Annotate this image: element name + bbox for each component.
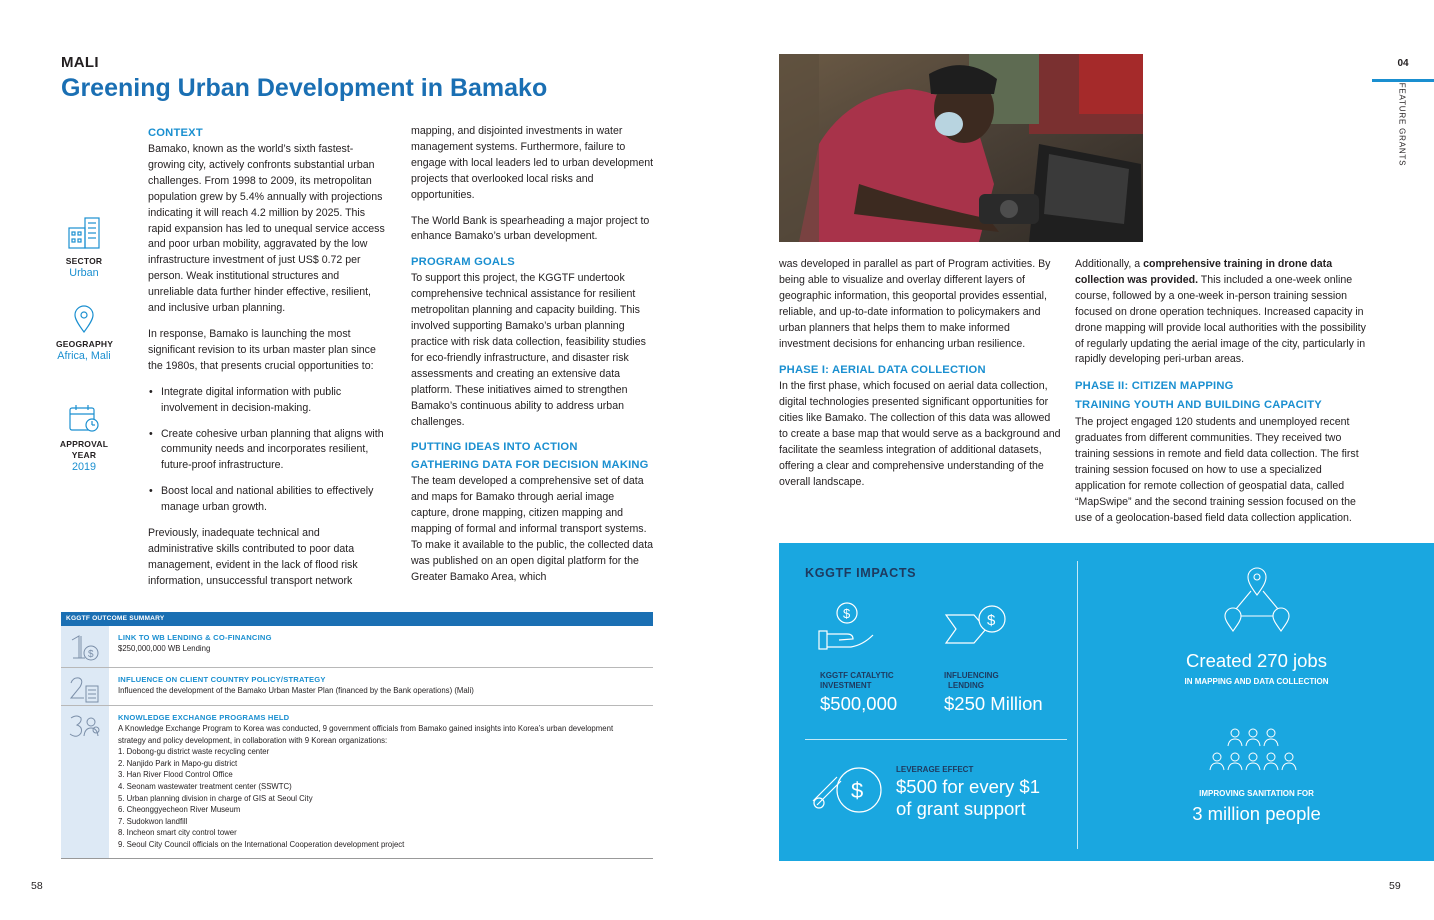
summary-row-title: LINK TO WB LENDING & CO-FINANCING: [118, 633, 272, 642]
bullet-item: • Boost local and national abilities to effectively manage urban growth.: [148, 484, 386, 516]
bullet-list: [148, 385, 386, 516]
paragraph: In the first phase, which focused on aerial data collection, digital technologies presented significant opportunities for cities like Bamako. The collection of this data was allowed to create a base map that would serve as a background and facilitate the seamless integration of additional datasets, offering a clear and comprehensive understanding of the overall landscape.: [779, 380, 1061, 488]
leverage-value-line: of grant support: [896, 798, 1026, 819]
paragraph: The project engaged 120 students and unemployed recent graduates from different communities. They received two training sessions in remote and field data collection. The first training session focused on how to use a specialized application for remote collection of geospatial data, called “MapSwipe” and the second training session focused on the use of a geolocation-based field data collection application.: [1075, 416, 1359, 524]
arrow-dollar-icon: [944, 603, 1010, 655]
country-label: MALI: [61, 54, 99, 71]
number-3-people-icon: [67, 712, 103, 744]
section-subheading: GATHERING DATA FOR DECISION MAKING: [411, 459, 649, 472]
catalytic-value: $500,000: [820, 693, 898, 714]
meta-label: GEOGRAPHY: [56, 339, 114, 349]
svg-text:$: $: [843, 606, 851, 621]
column-context: [148, 124, 386, 590]
summary-list-item: 3. Han River Flood Control Office: [118, 770, 233, 780]
catalytic-label-line: KGGTF CATALYTIC: [820, 671, 894, 680]
summary-row: [61, 626, 653, 668]
summary-row-text: [118, 723, 638, 851]
drone-photo: [779, 54, 1143, 242]
paragraph: [1075, 257, 1367, 368]
impacts-title: KGGTF IMPACTS: [805, 566, 917, 580]
chapter-label-text: FEATURE GRANTS: [1397, 82, 1407, 167]
leverage-label: LEVERAGE EFFECT: [896, 765, 974, 774]
paragraph: was developed in parallel as part of Program activities. By being able to visualize and overlay different layers of geographic information, this geoportal provides essential, reliable, and up-to-date information to policymakers and urban planners that helps them to make informed investment decisions for enhancing urban resilience.: [779, 258, 1051, 350]
influencing-label-line: LENDING: [948, 681, 984, 690]
meta-value: Africa, Mali: [57, 350, 111, 362]
chapter-label: [1390, 84, 1414, 168]
summary-list-item: 2. Nanjido Park in Mapo-gu district: [118, 758, 238, 768]
summary-intro: A Knowledge Exchange Program to Korea was conducted, 9 government officials from Bamako gained insights into Korea’s urban development strategy and policy development, in collaboration with 9 Korean organizations:: [118, 724, 614, 745]
summary-list-item: 8. Incheon smart city control tower: [118, 828, 237, 838]
summary-row-title: INFLUENCE ON CLIENT COUNTRY POLICY/STRATEGY: [118, 675, 326, 684]
paragraph: To support this project, the KGGTF undertook comprehensive technical assistance for resilient metropolitan planning and capacity building. This involved supporting Bamako’s urban planning practice with risk data collection, feasibility studies for eco-friendly infrastructure, and disaster risk assessments and creating an extensive data platform. These initiatives aimed to strengthen Bamako’s continuous ability to address urban challenges.: [411, 272, 646, 428]
location-network-icon: [1219, 565, 1295, 635]
number-2-document-icon: [67, 674, 103, 706]
section-heading: PHASE II: CITIZEN MAPPING: [1075, 380, 1234, 393]
column-phase2: [1075, 257, 1367, 527]
summary-list-item: 5. Urban planning division in charge of GIS at Seoul City: [118, 793, 313, 803]
jobs-value: Created 270 jobs: [1186, 650, 1327, 671]
summary-header: KGGTF OUTCOME SUMMARY: [61, 612, 653, 626]
leverage-value-line: $500 for every $1: [896, 776, 1040, 797]
geography-meta: [56, 305, 112, 363]
meta-value: 2019: [71, 461, 97, 473]
divider: [805, 739, 1067, 740]
paragraph: The World Bank is spearheading a major project to enhance Bamako’s urban development.: [411, 214, 650, 243]
section-heading: PUTTING IDEAS INTO ACTION: [411, 441, 578, 454]
paragraph: The team developed a comprehensive set of data and maps for Bamako through aerial image capture, drone mapping, citizen mapping and mapping of formal and informal transport systems. To make it available to the public, the collected data was published on an open digital platform for the Greater Bamako Area, which: [411, 475, 654, 583]
sanitation-value: 3 million people: [1192, 803, 1321, 824]
svg-text:$: $: [987, 612, 996, 629]
catalytic-label-line: INVESTMENT: [820, 681, 872, 690]
section-heading: PROGRAM GOALS: [411, 256, 515, 269]
people-group-icon: [1207, 727, 1307, 783]
summary-row-title: KNOWLEDGE EXCHANGE PROGRAMS HELD: [118, 713, 290, 722]
bullet-item: • Create cohesive urban planning that aligns with community needs and incorporates resilient, future-proof infrastructure.: [148, 427, 386, 475]
meta-label: SECTOR: [65, 256, 103, 266]
column-phase1: [779, 257, 1061, 491]
leverage-value: [896, 776, 1040, 820]
building-icon: [67, 216, 101, 250]
paragraph: Previously, inadequate technical and administrative skills contributed to poor data management, evident in the lack of flood risk information, unsuccessful transport network: [148, 527, 358, 587]
catalytic-label: [820, 671, 894, 691]
jobs-block: [1079, 650, 1434, 687]
paragraph-bold: comprehensive training in drone data collection was provided.: [1075, 258, 1333, 286]
summary-list-item: 7. Sudokwon landfill: [118, 816, 188, 826]
influencing-label: [944, 671, 999, 691]
sanitation-block: [1079, 789, 1434, 825]
approval-year-meta: [56, 403, 112, 474]
summary-row: [61, 668, 653, 706]
summary-row-text: $250,000,000 WB Lending: [118, 644, 211, 653]
paragraph: Bamako, known as the world’s sixth fastest-growing city, actively confronts substantial urban challenges. From 1998 to 2009, its metropolitan population grew by 5.4% annually with projections indicating it will reach 4.2 million by 2025. This rapid expansion has led to unequal service access and poor urban mobility, aggravated by the low infrastructure investment of just US$ 0.72 per person. Weak institutional structures and unreliable data further hinder effective, resilient, and inclusive urban planning.: [148, 143, 385, 315]
calendar-icon: [67, 403, 101, 433]
influencing-label-line: INFLUENCING: [944, 671, 999, 680]
influencing-value: $250 Million: [944, 693, 1043, 714]
summary-row-text: Influenced the development of the Bamako Urban Master Plan (financed by the Bank operations) (Mali): [118, 686, 474, 695]
map-pin-icon: [69, 305, 99, 333]
jobs-label: IN MAPPING AND DATA COLLECTION: [1184, 677, 1329, 686]
summary-list-item: 9. Seoul City Council officials on the International Cooperation development project: [118, 839, 405, 849]
section-heading: CONTEXT: [148, 127, 203, 139]
number-1-dollar-icon: [67, 632, 103, 664]
page-title: Greening Urban Development in Bamako: [61, 74, 548, 102]
section-heading: PHASE I: AERIAL DATA COLLECTION: [779, 364, 986, 377]
page-number-left: 58: [31, 880, 43, 892]
paragraph-rest: This included a one-week online course, followed by a one-week in-person training session focused on drone operation techniques. Increased capacity in drone mapping will provide local authorities with the possibility of regularly updating the aerial image of the city, particularly in rapidly developing peri-urban areas.: [1075, 273, 1366, 366]
svg-text:$: $: [88, 649, 94, 660]
svg-text:$: $: [851, 778, 864, 803]
summary-list-item: 4. Seonam wastewater treatment center (SSWTC): [118, 781, 292, 791]
chapter-number: 04: [1372, 56, 1434, 82]
meta-label: APPROVAL YEAR: [59, 439, 109, 460]
meta-value: Urban: [69, 267, 99, 279]
paragraph: mapping, and disjointed investments in water management systems. Furthermore, failure to engage with local leaders led to urban development projects that overlooked local risks and opportunities.: [411, 125, 654, 201]
section-subheading: TRAINING YOUTH AND BUILDING CAPACITY: [1075, 399, 1322, 412]
sector-meta: [56, 216, 112, 280]
bullet-item: • Integrate digital information with public involvement in decision-making.: [148, 385, 386, 417]
summary-row: [61, 706, 653, 859]
sanitation-label: IMPROVING SANITATION FOR: [1199, 789, 1314, 798]
summary-list-item: 1. Dobong-gu district waste recycling center: [118, 747, 270, 757]
summary-list-item: 6. Cheonggyecheon River Museum: [118, 805, 241, 815]
column-goals: [411, 124, 655, 586]
impacts-panel: [779, 543, 1434, 861]
paragraph-lead: Additionally, a: [1075, 258, 1144, 270]
paragraph: In response, Bamako is launching the most significant revision to its urban master plan since the 1980s, that presents crucial opportunities to:: [148, 327, 376, 372]
hand-dollar-icon: [817, 601, 877, 655]
leverage-dollar-icon: [811, 765, 891, 815]
page-number-right: 59: [1389, 880, 1401, 892]
divider: [1077, 561, 1078, 849]
